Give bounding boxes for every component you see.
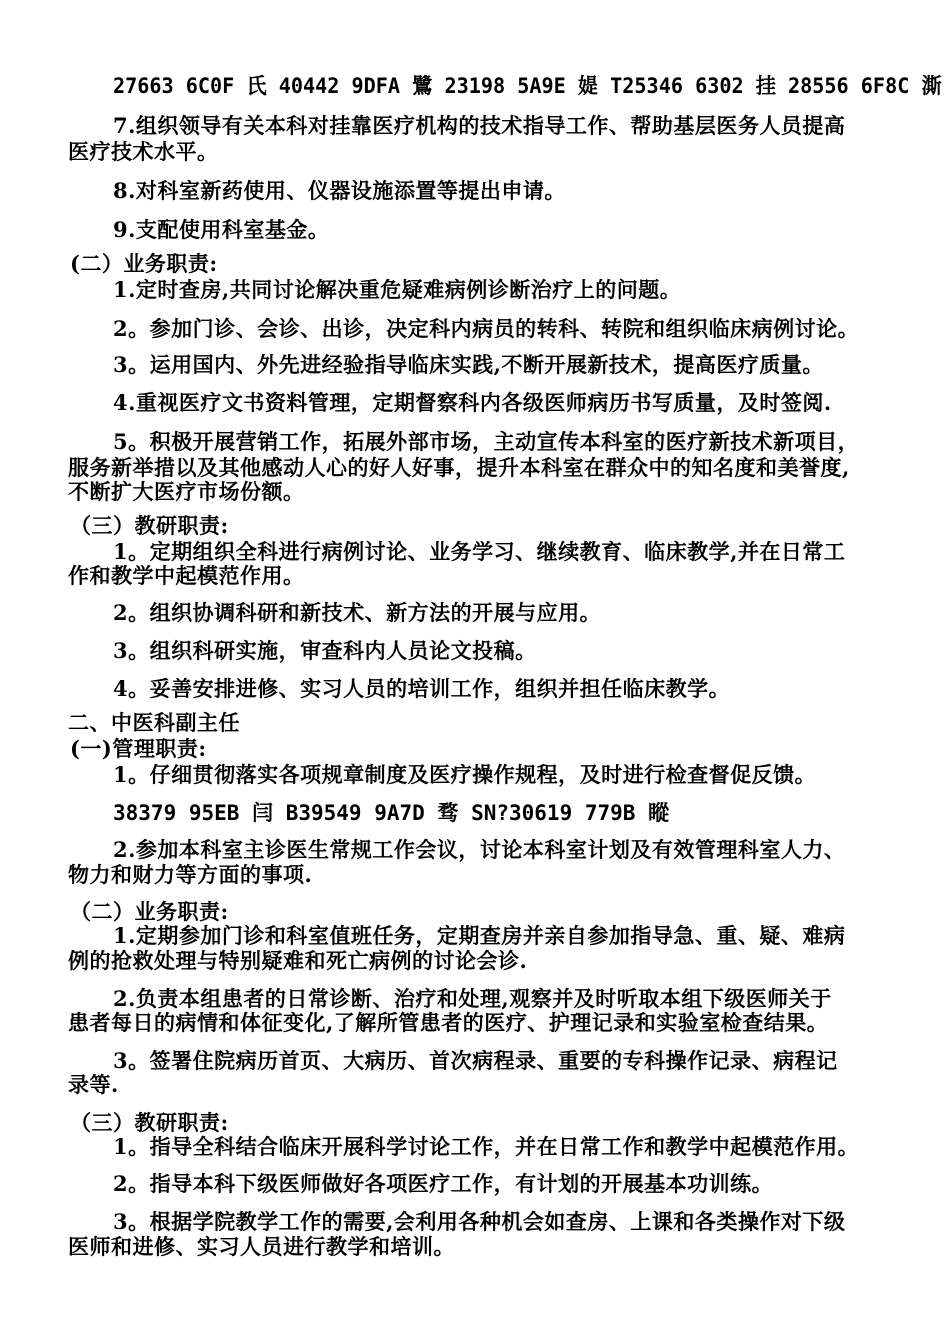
paragraph-line: 录等. [68,1072,119,1097]
code-line: 38379 95EB 闫 B39549 9A7D 骛 SN?30619 779B 瞛 [113,801,670,825]
paragraph-line: 例的抢救处理与特别疑难和死亡病例的讨论会诊. [68,948,528,973]
code-line: 27663 6C0F 氏 40442 9DFA 鷺 23198 5A9E 媞 T25346 6302 挂 28556 6F8C 澌 [113,74,942,98]
paragraph-line: 医疗技术水平。 [68,139,219,164]
paragraph-line: 1。仔细贯彻落实各项规章制度及医疗操作规程，及时进行检查督促反馈。 [113,762,817,787]
section-heading: （三）教研职责: [70,513,229,538]
paragraph-line: 8.对科室新药使用、仪器设施添置等提出申请。 [113,178,566,203]
paragraph-line: 3。组织科研实施，审查科内人员论文投稿。 [113,638,537,663]
paragraph-line: 患者每日的病情和体征变化,了解所管患者的医疗、护理记录和实验室检查结果。 [68,1010,829,1035]
paragraph-line: 3。运用国内、外先进经验指导临床实践,不断开展新技术，提高医疗质量。 [113,352,824,377]
paragraph-line: 2。组织协调科研和新技术、新方法的开展与应用。 [113,600,602,625]
paragraph-line: 1.定时查房,共同讨论解决重危疑难病例诊断治疗上的问题。 [113,277,682,302]
paragraph-line: 不断扩大医疗市场份额。 [68,479,305,504]
paragraph-line: 物力和财力等方面的事项. [68,862,313,887]
paragraph-line: 2。指导本科下级医师做好各项医疗工作，有计划的开展基本功训练。 [113,1171,774,1196]
paragraph-line: 1.定期参加门诊和科室值班任务，定期查房并亲自参加指导急、重、疑、难病 [113,923,846,948]
paragraph-line: 2。参加门诊、会诊、出诊，决定科内病员的转科、转院和组织临床病例讨论。 [113,316,860,341]
paragraph-line: 1。指导全科结合临床开展科学讨论工作，并在日常工作和教学中起模范作用。 [113,1134,860,1159]
paragraph-line: 2.负责本组患者的日常诊断、治疗和处理,观察并及时听取本组下级医师关于 [113,986,832,1011]
paragraph-line: 4。妥善安排进修、实习人员的培训工作，组织并担任临床教学。 [113,676,731,701]
section-heading: 二、中医科副主任 [68,710,240,735]
section-heading: （二）业务职责: [70,899,229,924]
paragraph-line: 作和教学中起模范作用。 [68,563,305,588]
paragraph-line: 1。定期组织全科进行病例讨论、业务学习、继续教育、临床教学,并在日常工 [113,539,846,564]
paragraph-line: 5。积极开展营销工作，拓展外部市场，主动宣传本科室的医疗新技术新项目， [113,429,860,454]
paragraph-line: 4.重视医疗文书资料管理，定期督察科内各级医师病历书写质量，及时签阅. [113,390,832,415]
paragraph-line: 7.组织领导有关本科对挂靠医疗机构的技术指导工作、帮助基层医务人员提高 [113,113,846,138]
paragraph-line: 9.支配使用科室基金。 [113,217,330,242]
paragraph-line: 2.参加本科室主诊医生常规工作会议，讨论本科室计划及有效管理科室人力、 [113,837,846,862]
paragraph-line: 医师和进修、实习人员进行教学和培训。 [68,1234,455,1259]
paragraph-line: 3。根据学院教学工作的需要,会利用各种机会如查房、上课和各类操作对下级 [113,1209,846,1234]
section-heading: （三）教研职责: [70,1110,229,1135]
section-heading: (一)管理职责: [70,736,207,761]
paragraph-line: 3。签署住院病历首页、大病历、首次病程录、重要的专科操作记录、病程记 [113,1048,838,1073]
section-heading: (二）业务职责: [70,251,218,276]
paragraph-line: 服务新举措以及其他感动人心的好人好事，提升本科室在群众中的知名度和美誉度, [68,455,850,480]
